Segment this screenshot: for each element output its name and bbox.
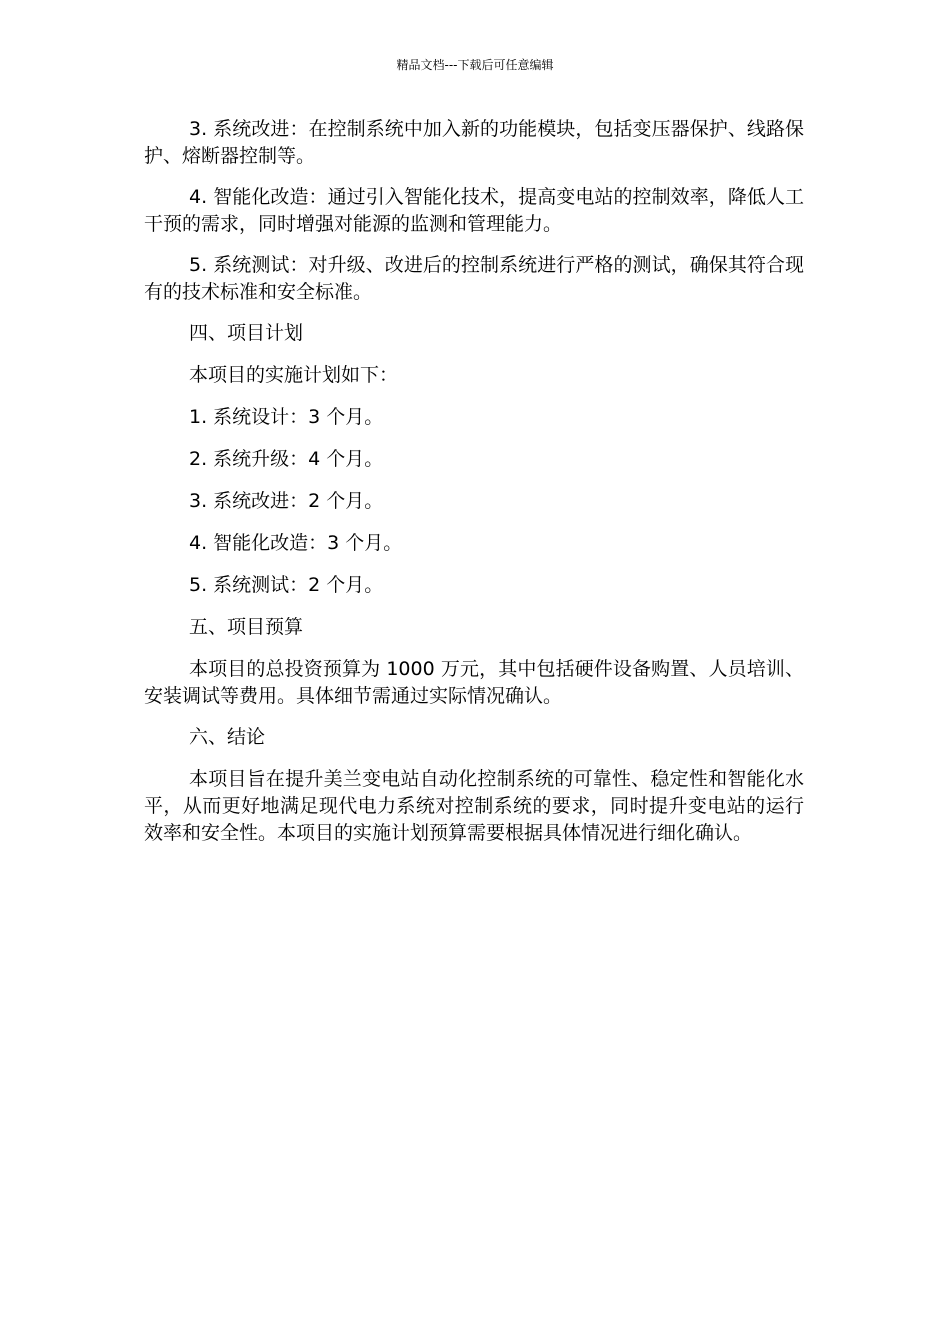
paragraph-budget: 本项目的总投资预算为 1000 万元，其中包括硬件设备购置、人员培训、安装调试等费用。具体细节需通过实际情况确认。: [144, 658, 804, 707]
plan-item-upgrade: 2. 系统升级：4 个月。: [189, 448, 384, 470]
paragraph-plan-intro: 本项目的实施计划如下：: [189, 364, 399, 386]
paragraph-conclusion: 本项目旨在提升美兰变电站自动化控制系统的可靠性、稳定性和智能化水平，从而更好地满足现代电力系统对控制系统的要求，同时提升变电站的运行效率和安全性。本项目的实施计划预算需要根据具体情况进行细化确认。: [144, 768, 804, 844]
section-heading-conclusion: 六、结论: [189, 726, 266, 748]
plan-item-improvement: 3. 系统改进：2 个月。: [189, 490, 384, 512]
section-heading-budget: 五、项目预算: [189, 616, 304, 638]
paragraph-system-improvement: 3. 系统改进：在控制系统中加入新的功能模块，包括变压器保护、线路保护、熔断器控制等。: [144, 118, 804, 167]
paragraph-system-testing: 5. 系统测试：对升级、改进后的控制系统进行严格的测试，确保其符合现有的技术标准和安全标准。: [144, 254, 804, 303]
page-header: 精品文档---下载后可任意编辑: [396, 58, 554, 72]
document-body: [144, 116, 804, 861]
plan-item-testing: 5. 系统测试：2 个月。: [189, 574, 384, 596]
plan-item-intelligent: 4. 智能化改造：3 个月。: [189, 532, 403, 554]
section-heading-project-plan: 四、项目计划: [189, 322, 304, 344]
paragraph-intelligent-upgrade: 4. 智能化改造：通过引入智能化技术，提高变电站的控制效率，降低人工干预的需求，同时增强对能源的监测和管理能力。: [144, 186, 804, 235]
plan-item-design: 1. 系统设计：3 个月。: [189, 406, 384, 428]
